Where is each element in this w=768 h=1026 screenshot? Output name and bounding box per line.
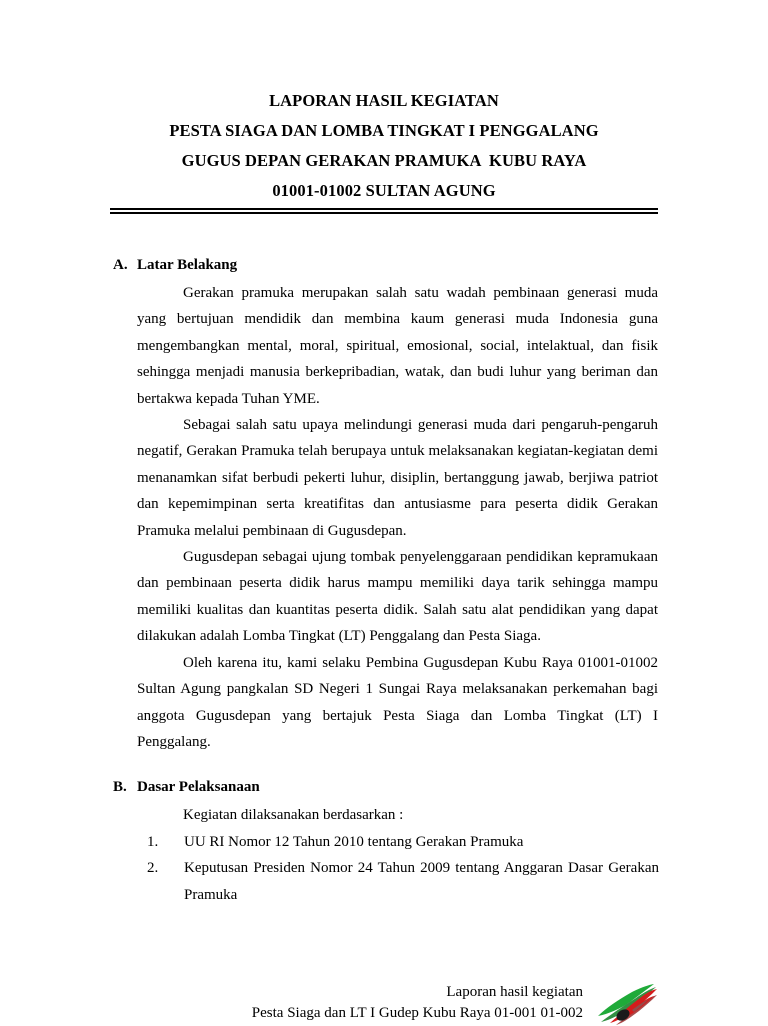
pramuka-flame-logo <box>596 982 658 1026</box>
document-body <box>110 252 658 908</box>
document-title <box>110 86 658 206</box>
list-item-text: Keputusan Presiden Nomor 24 Tahun 2009 tentang Anggaran Dasar Gerakan Pramuka <box>184 860 659 903</box>
title-line-1: LAPORAN HASIL KEGIATAN <box>269 91 499 110</box>
paragraph-a2: Sebagai salah satu upaya melindungi generasi muda dari pengaruh-pengaruh negatif, Gerakan Pramuka telah berupaya untuk melaksanakan kegiatan-kegiatan demi menanamkan sifat berbudi pekerti luhur, disiplin, bertanggung jawab, berjiwa patriot dan kepemimpinan serta kreatifitas dan antusiasme para peserta didik Gerakan Pramuka melalui pembinaan di Gugusdepan. <box>137 417 658 539</box>
section-heading-b <box>110 774 658 800</box>
divider-bar-bottom <box>110 212 658 214</box>
section-marker-a: A. <box>113 257 128 273</box>
footer-text-block <box>252 982 583 1024</box>
title-divider <box>110 208 658 215</box>
list-item <box>138 829 659 855</box>
list-item-number: 2. <box>147 860 159 877</box>
paragraph-a4: Oleh karena itu, kami selaku Pembina Gugusdepan Kubu Raya 01001-01002 Sultan Agung pangkalan SD Negeri 1 Sungai Raya melaksanakan perkemahan bagi anggota Gugusdepan yang bertajuk Pesta Siaga dan Lomba Tingkat (LT) I Penggalang. <box>137 654 658 750</box>
section-title-b: Dasar Pelaksanaan <box>137 779 260 796</box>
footer-line-1: Laporan hasil kegiatan <box>446 984 583 1000</box>
section-b-intro: Kegiatan dilaksanakan berdasarkan : <box>183 807 404 824</box>
list-item-text: UU RI Nomor 12 Tahun 2010 tentang Gerakan Pramuka <box>184 833 524 850</box>
list-item-number: 1. <box>147 833 159 850</box>
title-line-3: GUGUS DEPAN GERAKAN PRAMUKA KUBU RAYA <box>181 151 587 170</box>
section-spacer <box>110 755 658 774</box>
paragraph-a3: Gugusdepan sebagai ujung tombak penyelenggaraan pendidikan kepramukaan dan pembinaan peserta didik harus mampu memiliki daya tarik sehingga mampu memiliki kualitas dan kuantitas peserta didik. Salah satu alat pendidikan yang dapat dilakukan adalah Lomba Tingkat (LT) Penggalang dan Pesta Siaga. <box>137 549 658 645</box>
section-title-a: Latar Belakang <box>137 257 238 273</box>
section-marker-b: B. <box>113 779 127 796</box>
section-heading-a <box>110 252 658 278</box>
title-line-4: 01001-01002 SULTAN AGUNG <box>272 181 496 200</box>
dasar-pelaksanaan-list <box>138 829 659 908</box>
list-item <box>138 855 659 908</box>
paragraph-a1: Gerakan pramuka merupakan salah satu wadah pembinaan generasi muda yang bertujuan mendidik dan membina kaum generasi muda Indonesia guna mengembangkan mental, moral, spiritual, emosional, social, intelaktual, dan fisik sehingga menjadi manusia berkepribadian, watak, dan budi luhur yang beriman dan bertakwa kepada Tuhan YME. <box>137 285 658 407</box>
title-line-2: PESTA SIAGA DAN LOMBA TINGKAT I PENGGALANG <box>169 121 599 140</box>
page-footer <box>110 982 658 1026</box>
footer-line-2: Pesta Siaga dan LT I Gudep Kubu Raya 01-001 01-002 <box>251 1005 583 1021</box>
